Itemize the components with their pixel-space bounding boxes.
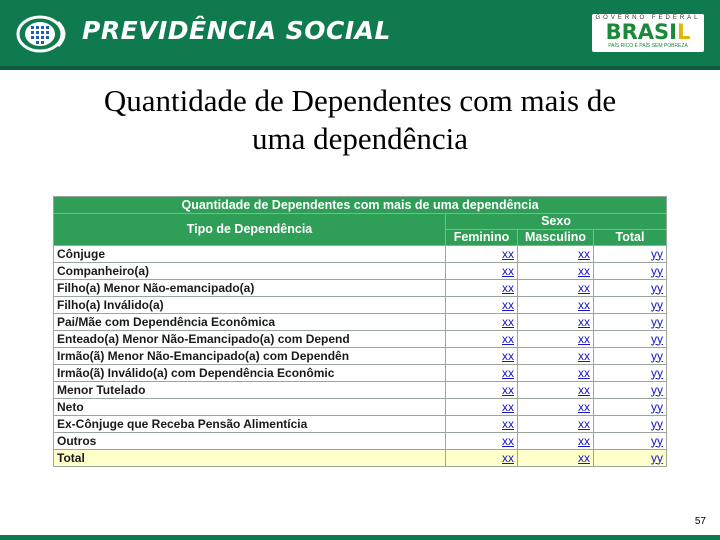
cell-masculino[interactable]: xx (518, 246, 594, 263)
cell-masculino[interactable]: xx (518, 433, 594, 450)
table-caption: Quantidade de Dependentes com mais de uma dependência (54, 197, 667, 214)
page-number: 57 (694, 516, 706, 527)
cell-feminino[interactable]: xx (446, 382, 518, 399)
table-header-row (54, 214, 667, 230)
row-label: Filho(a) Menor Não-emancipado(a) (54, 280, 446, 297)
brand-title: PREVIDÊNCIA SOCIAL (82, 16, 391, 45)
cell-feminino[interactable]: xx (446, 365, 518, 382)
table-row (54, 399, 667, 416)
table-row (54, 416, 667, 433)
cell-total[interactable]: yy (594, 416, 667, 433)
cell-masculino[interactable]: xx (518, 331, 594, 348)
cell-total[interactable]: yy (594, 382, 667, 399)
row-label: Irmão(ã) Inválido(a) com Dependência Econômic (54, 365, 446, 382)
cell-feminino[interactable]: xx (446, 399, 518, 416)
cell-feminino[interactable]: xx (446, 263, 518, 280)
cell-feminino[interactable]: xx (446, 348, 518, 365)
col-header-masculino: Masculino (518, 230, 594, 246)
gov-brasil-logo (592, 14, 704, 52)
cell-masculino[interactable]: xx (518, 365, 594, 382)
table-row (54, 382, 667, 399)
cell-total[interactable]: yy (594, 365, 667, 382)
gov-logo-slogan: PAÍS RICO É PAÍS SEM POBREZA (608, 43, 688, 49)
table-row (54, 433, 667, 450)
header-divider (0, 66, 720, 70)
table-row (54, 314, 667, 331)
col-header-tipo: Tipo de Dependência (54, 214, 446, 246)
row-label: Pai/Mãe com Dependência Econômica (54, 314, 446, 331)
table-caption-row (54, 197, 667, 214)
cell-feminino[interactable]: xx (446, 246, 518, 263)
row-label: Cônjuge (54, 246, 446, 263)
cell-total[interactable]: yy (594, 297, 667, 314)
cell-masculino[interactable]: xx (518, 348, 594, 365)
row-label: Enteado(a) Menor Não-Emancipado(a) com Depend (54, 331, 446, 348)
gov-logo-main (596, 21, 700, 43)
cell-total[interactable]: yy (594, 433, 667, 450)
table-row (54, 297, 667, 314)
table-row (54, 280, 667, 297)
row-label: Total (54, 450, 446, 467)
table-row (54, 263, 667, 280)
cell-total[interactable]: yy (594, 450, 667, 467)
table-row (54, 348, 667, 365)
previdencia-logo-icon (14, 14, 72, 54)
slide-title (40, 82, 680, 158)
col-header-sexo: Sexo (446, 214, 667, 230)
row-label: Filho(a) Inválido(a) (54, 297, 446, 314)
cell-feminino[interactable]: xx (446, 433, 518, 450)
row-label: Irmão(ã) Menor Não-Emancipado(a) com Dependên (54, 348, 446, 365)
cell-feminino[interactable]: xx (446, 297, 518, 314)
slide-title-line2: uma dependência (251, 121, 469, 156)
table-row (54, 246, 667, 263)
slide-title-line1: Quantidade de Dependentes com mais de (103, 83, 617, 118)
cell-total[interactable]: yy (594, 348, 667, 365)
gov-logo-main-yellow: L (676, 20, 691, 44)
cell-masculino[interactable]: xx (518, 263, 594, 280)
row-label: Menor Tutelado (54, 382, 446, 399)
col-header-total: Total (594, 230, 667, 246)
cell-feminino[interactable]: xx (446, 331, 518, 348)
row-label: Companheiro(a) (54, 263, 446, 280)
cell-feminino[interactable]: xx (446, 314, 518, 331)
row-label: Neto (54, 399, 446, 416)
cell-feminino[interactable]: xx (446, 416, 518, 433)
cell-total[interactable]: yy (594, 280, 667, 297)
gov-logo-main-green: BRASI (605, 20, 677, 44)
row-label: Ex-Cônjuge que Receba Pensão Alimentícia (54, 416, 446, 433)
footer-bar (0, 535, 720, 540)
cell-masculino[interactable]: xx (518, 280, 594, 297)
cell-feminino[interactable]: xx (446, 280, 518, 297)
cell-masculino[interactable]: xx (518, 450, 594, 467)
cell-total[interactable]: yy (594, 314, 667, 331)
cell-masculino[interactable]: xx (518, 416, 594, 433)
gov-logo-top: GOVERNO FEDERAL (595, 15, 701, 21)
cell-feminino[interactable]: xx (446, 450, 518, 467)
cell-masculino[interactable]: xx (518, 314, 594, 331)
row-label: Outros (54, 433, 446, 450)
table-row (54, 365, 667, 382)
cell-total[interactable]: yy (594, 331, 667, 348)
header-bar (0, 0, 720, 66)
dependents-table (53, 196, 667, 467)
col-header-feminino: Feminino (446, 230, 518, 246)
cell-total[interactable]: yy (594, 263, 667, 280)
cell-total[interactable]: yy (594, 246, 667, 263)
cell-masculino[interactable]: xx (518, 382, 594, 399)
table-row (54, 331, 667, 348)
table-row (54, 450, 667, 467)
cell-masculino[interactable]: xx (518, 399, 594, 416)
cell-masculino[interactable]: xx (518, 297, 594, 314)
cell-total[interactable]: yy (594, 399, 667, 416)
